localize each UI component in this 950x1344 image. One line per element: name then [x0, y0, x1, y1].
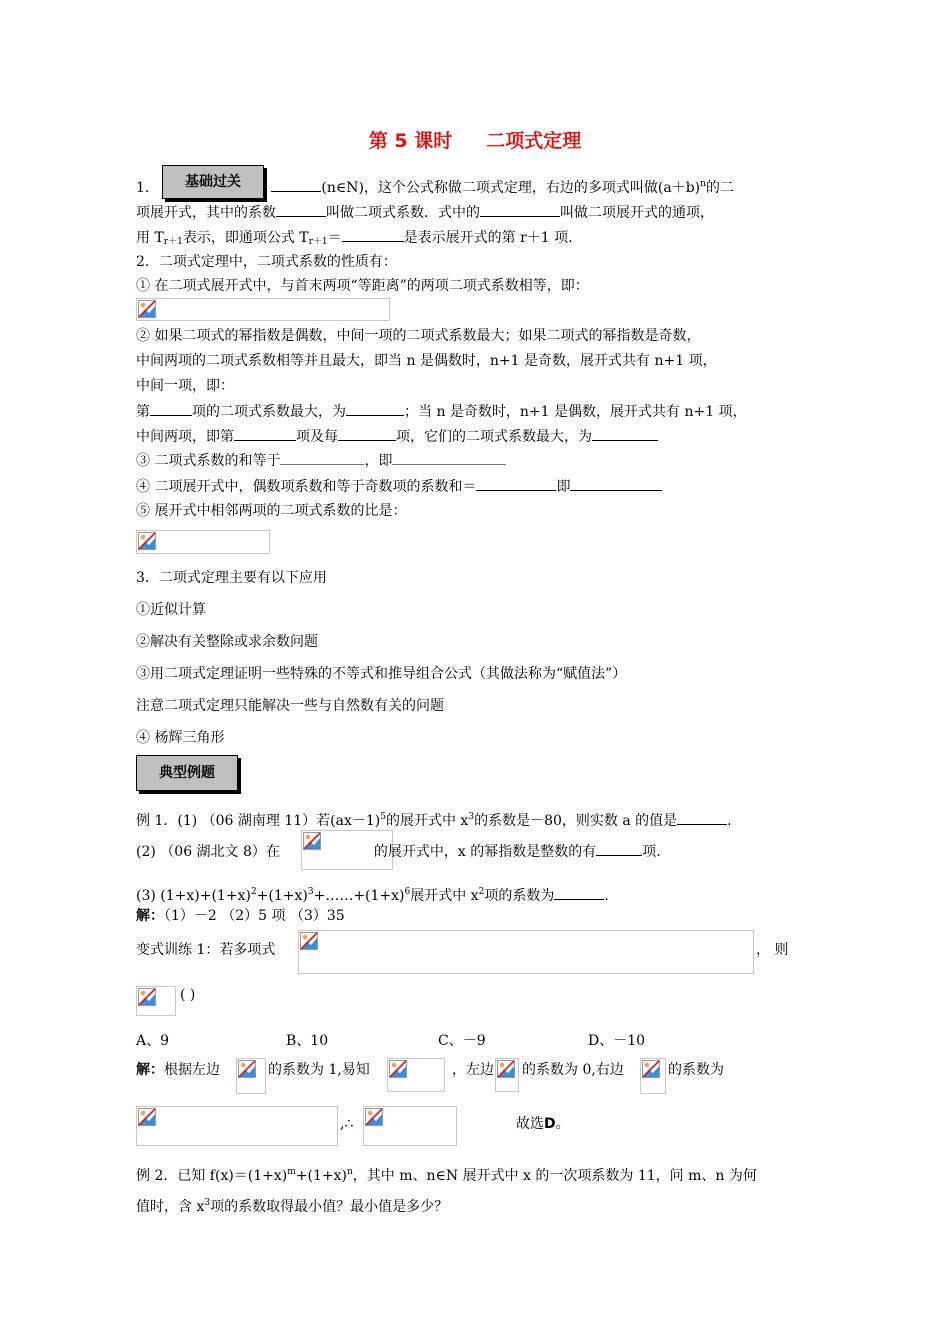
formula-image-2	[136, 530, 270, 554]
option-b: B、10	[286, 1033, 329, 1049]
formula-image-11	[363, 1106, 457, 1146]
p2-item2-c: 中间一项，即：	[136, 378, 234, 394]
p2-item2-a: ② 如果二项式的幂指数是偶数，中间一项的二项式系数最大；如果二项式的幂指数是奇数，	[136, 328, 701, 344]
var1-sol-2: 的系数为 1,易知	[268, 1062, 370, 1078]
broken-image-icon	[389, 1060, 407, 1078]
var1-sol-4: 的系数为 0,右边	[522, 1062, 624, 1078]
p2-head: 2．二项式定理中，二项式系数的性质有：	[136, 254, 397, 270]
var1-sol-3: ，左边	[452, 1062, 494, 1078]
p1-line1: 1. (n∈N)，这个公式称做二项式定理，右边的多项式叫做$(a+b)^n$的二	[136, 179, 734, 196]
title-topic: 二项式定理	[486, 130, 582, 152]
ex1-line3: (3) $(1+x)+(1+x)^2+(1+x)^3+\dots\dots+(1+x)^6$展开式中 $x^2$项的系数为 .	[136, 887, 609, 904]
broken-image-icon	[138, 988, 156, 1006]
title-lesson: 第 5 课时	[368, 130, 453, 152]
broken-image-icon	[138, 1108, 156, 1126]
ex2-line2: 值时，含 $x^3$项的系数取得最小值？最小值是多少？	[136, 1198, 449, 1215]
formula-image-4	[298, 930, 754, 974]
var1-paren: ( )	[180, 987, 196, 1003]
option-d: D、－10	[588, 1033, 646, 1049]
p3-note: 注意二项式定理只能解决一些与自然数有关的问题	[136, 698, 444, 714]
formula-image-6	[236, 1058, 266, 1094]
p1-line3: 用 $T_{r+1}$表示，即通项公式 $T_{r+1}=$ 是表示展开式的第 r＋1 项.	[136, 227, 573, 248]
var1-sol-label: 解：根据左边	[136, 1062, 220, 1078]
ex1-line2: (2) （06 湖北文 8）在 的展开式中，x 的幂指数是整数的有 项.	[136, 841, 661, 862]
broken-image-icon	[497, 1060, 515, 1078]
section-examples: 典型例题	[136, 755, 238, 791]
p2-item3: ③ 二项式系数的和等于 ，即	[136, 451, 506, 471]
option-c: C、－9	[438, 1033, 486, 1049]
var1-answer: 故选D。	[516, 1116, 570, 1132]
formula-image-1	[136, 298, 390, 321]
broken-image-icon	[300, 932, 318, 950]
ex2-line1: 例 2．已知 $f(x)=(1+x)^m+(1+x)^n$，其中 m、n∈N 展开式中 x 的一次项系数为 11，问 m、n 为何	[136, 1167, 757, 1184]
broken-image-icon	[238, 1060, 256, 1078]
p3-head: 3．二项式定理主要有以下应用	[136, 570, 327, 586]
formula-image-7	[387, 1058, 445, 1092]
p1-line2: 项展开式，其中的系数 叫做二项式系数．式中的 叫做二项展开式的通项，	[136, 202, 714, 223]
var1-question-end: ， 则	[756, 942, 789, 958]
var1-question: 变式训练 1：若多项式	[136, 942, 276, 958]
option-a: A、9	[136, 1033, 170, 1049]
p2-item1: ① 在二项式展开式中，与首末两项“等距离”的两项二项式系数相等，即：	[136, 278, 589, 294]
formula-image-9	[640, 1058, 666, 1094]
broken-image-icon	[138, 300, 156, 318]
p3-app4: ④ 杨辉三角形	[136, 730, 225, 746]
broken-image-icon	[642, 1060, 660, 1078]
broken-image-icon	[365, 1108, 383, 1126]
section-basic: 基础过关	[162, 165, 264, 199]
p2-item4: ④ 二项展开式中，偶数项系数和等于奇数项的系数和＝ 即	[136, 476, 662, 497]
ex1-line1: 例 1．(1) （06 湖南理 11）若$(ax-1)^5$的展开式中 $x^3$的系数是－80，则实数 a 的值是 .	[136, 812, 732, 829]
var1-sol-5: 的系数为	[668, 1062, 724, 1078]
formula-image-8	[495, 1058, 519, 1092]
broken-image-icon	[138, 532, 156, 550]
page-title	[0, 126, 950, 153]
p3-app1: ①近似计算	[136, 602, 206, 618]
formula-image-5	[136, 986, 176, 1016]
p2-item5: ⑤ 展开式中相邻两项的二项式系数的比是：	[136, 503, 407, 519]
p3-app3: ③用二项式定理证明一些特殊的不等式和推导组合公式（其做法称为“赋值法”）	[136, 666, 627, 682]
ex1-solution: 解：（1）－2 （2）5 项 （3）35	[136, 908, 345, 924]
therefore-symbol: ,∴	[340, 1116, 354, 1132]
p2-item2-b: 中间两项的二项式系数相等并且最大，即当 n 是偶数时，n+1 是奇数，展开式共有 n+1 项，	[136, 353, 717, 369]
p2-item2-e: 中间两项，即第 项及每 项，它们的二项式系数最大，为	[136, 426, 658, 447]
p2-item2-d: 第 项的二项式系数最大，为 ；当 n 是奇数时，n+1 是偶数，展开式共有 n+1 项，	[136, 401, 747, 422]
p3-app2: ②解决有关整除或求余数问题	[136, 634, 318, 650]
formula-image-10	[136, 1106, 338, 1146]
